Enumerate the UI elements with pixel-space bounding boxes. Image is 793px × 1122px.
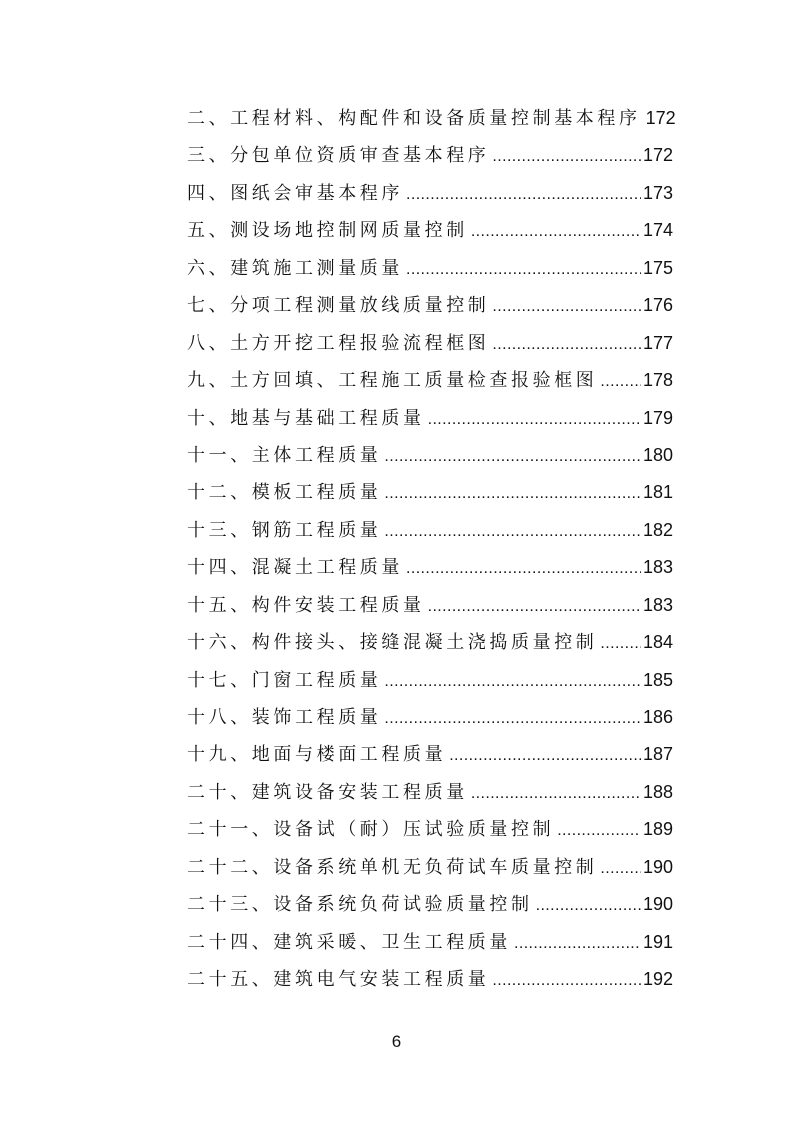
toc-entry[interactable] bbox=[187, 553, 673, 590]
toc-dot-leader bbox=[600, 373, 641, 391]
table-of-contents bbox=[187, 104, 676, 1003]
toc-dot-leader bbox=[428, 411, 641, 429]
toc-entry-page: 182 bbox=[642, 519, 673, 540]
toc-entry-page: 188 bbox=[642, 781, 673, 802]
toc-entry-page: 180 bbox=[642, 444, 673, 465]
toc-entry-title: 八、土方开挖工程报验流程框图 bbox=[187, 332, 490, 354]
toc-entry-title: 十三、钢筋工程质量 bbox=[187, 519, 382, 541]
toc-entry[interactable] bbox=[187, 815, 673, 852]
toc-entry[interactable] bbox=[187, 478, 673, 515]
toc-dot-leader bbox=[384, 485, 641, 503]
toc-entry[interactable] bbox=[187, 628, 673, 665]
toc-entry[interactable] bbox=[187, 516, 673, 553]
toc-entry-title: 二十五、建筑电气安装工程质量 bbox=[187, 969, 490, 991]
toc-entry-title: 九、土方回填、工程施工质量检查报验框图 bbox=[187, 370, 598, 392]
toc-entry-title: 七、分项工程测量放线质量控制 bbox=[187, 295, 490, 317]
toc-entry[interactable] bbox=[187, 254, 673, 291]
toc-entry-page: 190 bbox=[642, 856, 673, 877]
toc-entry-title: 五、测设场地控制网质量控制 bbox=[187, 220, 468, 242]
toc-entry-page: 181 bbox=[642, 482, 673, 503]
toc-entry[interactable] bbox=[187, 291, 673, 328]
toc-entry[interactable] bbox=[187, 216, 673, 253]
toc-entry-title: 二十、建筑设备安装工程质量 bbox=[187, 781, 468, 803]
toc-dot-leader bbox=[536, 897, 641, 915]
toc-dot-leader bbox=[471, 785, 641, 803]
toc-dot-leader bbox=[492, 298, 641, 316]
toc-entry-page: 183 bbox=[642, 557, 673, 578]
toc-entry[interactable] bbox=[187, 366, 673, 403]
toc-entry-title: 二、工程材料、构配件和设备质量控制基本程序 bbox=[187, 108, 641, 129]
toc-dot-leader bbox=[384, 673, 641, 691]
toc-entry-title: 十、地基与基础工程质量 bbox=[187, 407, 425, 429]
toc-entry-page: 191 bbox=[642, 931, 673, 952]
page-number: 6 bbox=[391, 1032, 402, 1051]
toc-dot-leader bbox=[557, 822, 641, 840]
toc-dot-leader bbox=[384, 523, 641, 541]
toc-entry-title: 十七、门窗工程质量 bbox=[187, 669, 382, 691]
toc-entry[interactable] bbox=[187, 141, 673, 178]
toc-entry-title: 二十四、建筑采暖、卫生工程质量 bbox=[187, 931, 511, 953]
toc-entry[interactable] bbox=[187, 591, 673, 628]
toc-entry[interactable] bbox=[187, 928, 673, 965]
toc-entry-title: 十六、构件接头、接缝混凝土浇捣质量控制 bbox=[187, 632, 598, 654]
toc-dot-leader bbox=[492, 148, 641, 166]
toc-entry[interactable] bbox=[187, 329, 673, 366]
toc-entry-page: 187 bbox=[642, 744, 673, 765]
toc-dot-leader bbox=[492, 972, 641, 990]
toc-dot-leader bbox=[406, 560, 641, 578]
toc-entry-page: 176 bbox=[642, 295, 673, 316]
toc-entry-title: 二十三、设备系统负荷试验质量控制 bbox=[187, 894, 533, 916]
toc-entry-title: 十四、混凝土工程质量 bbox=[187, 557, 403, 579]
toc-entry-title: 十一、主体工程质量 bbox=[187, 444, 382, 466]
toc-entry[interactable] bbox=[187, 778, 673, 815]
toc-entry-page: 186 bbox=[642, 707, 673, 727]
toc-entry-title: 十八、装饰工程质量 bbox=[187, 707, 382, 728]
toc-entry-title: 十五、构件安装工程质量 bbox=[187, 594, 425, 616]
toc-entry-page: 178 bbox=[642, 370, 673, 391]
toc-dot-leader bbox=[600, 635, 641, 653]
toc-entry[interactable] bbox=[187, 965, 673, 1002]
toc-dot-leader bbox=[428, 598, 641, 616]
toc-entry[interactable] bbox=[187, 104, 676, 141]
toc-entry-page: 190 bbox=[642, 894, 673, 915]
toc-dot-leader bbox=[406, 186, 641, 204]
toc-dot-leader bbox=[471, 223, 641, 241]
toc-dot-leader bbox=[449, 747, 641, 765]
toc-entry-page: 177 bbox=[642, 332, 673, 353]
toc-dot-leader bbox=[384, 448, 641, 466]
toc-entry-title: 四、图纸会审基本程序 bbox=[187, 182, 403, 204]
toc-entry-page: 184 bbox=[642, 632, 673, 653]
toc-entry-title: 三、分包单位资质审查基本程序 bbox=[187, 145, 490, 167]
toc-entry-page: 185 bbox=[642, 669, 673, 690]
toc-entry-page: 175 bbox=[642, 257, 673, 278]
toc-entry[interactable] bbox=[187, 179, 673, 216]
toc-dot-leader bbox=[514, 935, 641, 953]
toc-entry-page: 192 bbox=[642, 969, 673, 990]
toc-entry-title: 十九、地面与楼面工程质量 bbox=[187, 744, 447, 766]
toc-entry-page: 172 bbox=[642, 145, 673, 166]
toc-entry[interactable] bbox=[187, 740, 673, 777]
toc-entry-title: 六、建筑施工测量质量 bbox=[187, 257, 403, 279]
toc-dot-leader bbox=[492, 336, 641, 354]
toc-entry[interactable] bbox=[187, 703, 673, 740]
toc-dot-leader bbox=[600, 860, 641, 878]
toc-dot-leader bbox=[406, 261, 641, 279]
toc-entry[interactable] bbox=[187, 666, 673, 703]
toc-entry[interactable] bbox=[187, 890, 673, 927]
toc-entry-title: 二十一、设备试（耐）压试验质量控制 bbox=[187, 819, 555, 841]
toc-entry-page: 183 bbox=[642, 594, 673, 615]
toc-entry-page: 179 bbox=[642, 407, 673, 428]
toc-entry-title: 二十二、设备系统单机无负荷试车质量控制 bbox=[187, 856, 598, 878]
toc-entry-page: 173 bbox=[642, 182, 673, 203]
toc-dot-leader bbox=[384, 710, 641, 728]
toc-entry-page: 189 bbox=[642, 819, 673, 840]
toc-entry[interactable] bbox=[187, 853, 673, 890]
toc-entry[interactable] bbox=[187, 404, 673, 441]
toc-entry[interactable] bbox=[187, 441, 673, 478]
toc-entry-title: 十二、模板工程质量 bbox=[187, 482, 382, 504]
toc-entry-page: 172 bbox=[645, 108, 676, 128]
toc-entry-page: 174 bbox=[642, 220, 673, 241]
